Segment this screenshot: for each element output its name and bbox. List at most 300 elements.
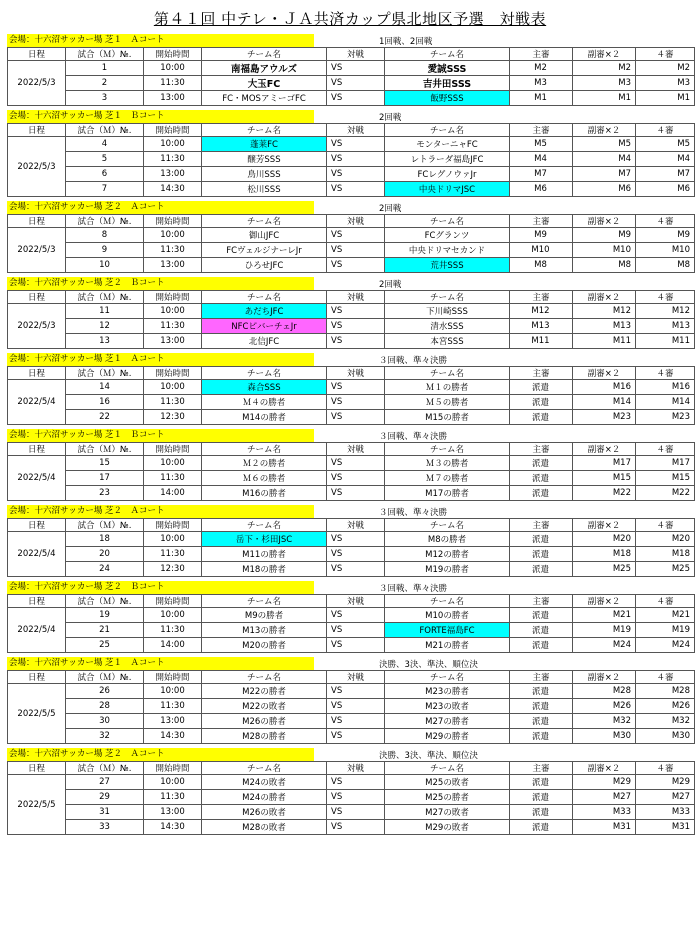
vs-label: VS [327,456,385,471]
match-row [8,228,695,243]
header-ref-main: 主審 [510,48,573,61]
home-team: FC・MOSアミーゴFC [202,91,327,106]
fourth-official: M33 [636,805,695,820]
header-ref-main: 主審 [510,215,573,228]
schedule-sections [7,34,694,839]
main-referee: M2 [510,61,573,76]
main-referee: M7 [510,167,573,182]
header-match-no: 試合（Ｍ）№. [66,443,144,456]
main-referee: 派遣 [510,729,573,744]
vs-label: VS [327,410,385,425]
header-ref-main: 主審 [510,124,573,137]
match-table [7,214,695,273]
vs-label: VS [327,471,385,486]
match-date: 2022/5/4 [8,608,66,653]
header-vs: 対戦 [327,762,385,775]
header-ref-assist: 副審×２ [573,215,636,228]
away-team: 中央ドリマセカンド [385,243,510,258]
fourth-official: M2 [636,61,695,76]
vs-label: VS [327,623,385,638]
header-vs: 対戦 [327,367,385,380]
header-ref-assist: 副審×２ [573,671,636,684]
start-time: 11:30 [144,243,202,258]
section-header [7,581,694,594]
assistant-referees: M6 [573,182,636,197]
main-referee: M8 [510,258,573,273]
header-row [8,519,695,532]
header-ref-assist: 副審×２ [573,519,636,532]
assistant-referees: M18 [573,547,636,562]
match-date: 2022/5/5 [8,684,66,744]
header-match-no: 試合（Ｍ）№. [66,291,144,304]
vs-label: VS [327,334,385,349]
header-match-no: 試合（Ｍ）№. [66,48,144,61]
header-ref-4th: ４審 [636,367,695,380]
match-number: 19 [66,608,144,623]
match-number: 7 [66,182,144,197]
match-row [8,380,695,395]
assistant-referees: M30 [573,729,636,744]
fourth-official: M7 [636,167,695,182]
fourth-official: M1 [636,91,695,106]
main-referee: 派遣 [510,608,573,623]
round-label: ３回戦、準々決勝 [379,583,448,594]
start-time: 10:00 [144,608,202,623]
header-team-home: チーム名 [202,367,327,380]
header-team-away: チーム名 [385,48,510,61]
away-team: M10の勝者 [385,608,510,623]
header-vs: 対戦 [327,595,385,608]
home-team: M22の敗者 [202,699,327,714]
header-ref-4th: ４審 [636,291,695,304]
home-team: Ｍ４の勝者 [202,395,327,410]
main-referee: M9 [510,228,573,243]
start-time: 10:00 [144,456,202,471]
away-team: M23の敗者 [385,699,510,714]
round-label: 2回戦 [379,203,402,214]
match-number: 6 [66,167,144,182]
header-ref-assist: 副審×２ [573,762,636,775]
main-referee: 派遣 [510,562,573,577]
match-number: 10 [66,258,144,273]
match-row [8,729,695,744]
header-ref-assist: 副審×２ [573,124,636,137]
venue-label: 会場：十六沼サッカー場 芝２ Ａコート [7,505,314,518]
match-row [8,562,695,577]
start-time: 11:30 [144,547,202,562]
assistant-referees: M14 [573,395,636,410]
section-header [7,429,694,442]
header-start-time: 開始時間 [144,671,202,684]
schedule-section [7,34,694,106]
header-ref-4th: ４審 [636,762,695,775]
header-ref-4th: ４審 [636,48,695,61]
match-row [8,91,695,106]
assistant-referees: M11 [573,334,636,349]
header-ref-main: 主審 [510,443,573,456]
vs-label: VS [327,380,385,395]
match-row [8,699,695,714]
header-row [8,367,695,380]
match-number: 9 [66,243,144,258]
header-vs: 対戦 [327,519,385,532]
assistant-referees: M5 [573,137,636,152]
match-row [8,805,695,820]
home-team: M13の勝者 [202,623,327,638]
match-row [8,167,695,182]
start-time: 10:00 [144,304,202,319]
venue-label: 会場：十六沼サッカー場 芝２ Ｂコート [7,277,314,290]
header-team-away: チーム名 [385,519,510,532]
main-referee: 派遣 [510,395,573,410]
match-table [7,761,695,835]
start-time: 14:30 [144,182,202,197]
assistant-referees: M12 [573,304,636,319]
header-start-time: 開始時間 [144,762,202,775]
header-row [8,48,695,61]
section-header [7,353,694,366]
match-number: 16 [66,395,144,410]
header-row [8,595,695,608]
fourth-official: M28 [636,684,695,699]
main-referee: 派遣 [510,532,573,547]
vs-label: VS [327,486,385,501]
vs-label: VS [327,820,385,835]
match-row [8,638,695,653]
fourth-official: M6 [636,182,695,197]
assistant-referees: M1 [573,91,636,106]
vs-label: VS [327,532,385,547]
vs-label: VS [327,562,385,577]
match-date: 2022/5/4 [8,456,66,501]
match-number: 32 [66,729,144,744]
header-date: 日程 [8,595,66,608]
match-number: 24 [66,562,144,577]
page-title: 第４１回 中テレ・ＪＡ共済カップ県北地区予選 対戦表 [153,10,547,28]
assistant-referees: M31 [573,820,636,835]
schedule-section [7,110,694,197]
match-date: 2022/5/5 [8,775,66,835]
vs-label: VS [327,304,385,319]
match-number: 14 [66,380,144,395]
away-team: 中央ドリマJSC [385,182,510,197]
assistant-referees: M4 [573,152,636,167]
match-number: 26 [66,684,144,699]
match-row [8,319,695,334]
fourth-official: M9 [636,228,695,243]
main-referee: 派遣 [510,790,573,805]
start-time: 13:00 [144,258,202,273]
fourth-official: M31 [636,820,695,835]
header-start-time: 開始時間 [144,519,202,532]
header-date: 日程 [8,48,66,61]
home-team: 南福島アウルズ [202,61,327,76]
main-referee: 派遣 [510,699,573,714]
match-row [8,61,695,76]
match-number: 1 [66,61,144,76]
home-team: M14の勝者 [202,410,327,425]
match-number: 11 [66,304,144,319]
fourth-official: M4 [636,152,695,167]
match-table [7,670,695,744]
vs-label: VS [327,61,385,76]
main-referee: 派遣 [510,456,573,471]
vs-label: VS [327,76,385,91]
header-start-time: 開始時間 [144,48,202,61]
assistant-referees: M26 [573,699,636,714]
venue-label: 会場：十六沼サッカー場 芝２ Ａコート [7,201,314,214]
match-number: 21 [66,623,144,638]
away-team: M12の勝者 [385,547,510,562]
vs-label: VS [327,805,385,820]
home-team: 蓬莱FC [202,137,327,152]
home-team: 松川SSS [202,182,327,197]
away-team: Ｍ５の勝者 [385,395,510,410]
main-referee: M11 [510,334,573,349]
header-start-time: 開始時間 [144,124,202,137]
header-ref-assist: 副審×２ [573,367,636,380]
header-date: 日程 [8,291,66,304]
header-row [8,443,695,456]
section-header [7,110,694,123]
match-row [8,486,695,501]
header-start-time: 開始時間 [144,215,202,228]
header-ref-4th: ４審 [636,124,695,137]
assistant-referees: M25 [573,562,636,577]
header-date: 日程 [8,519,66,532]
home-team: 岳下・杉田JSC [202,532,327,547]
away-team: 愛誠SSS [385,61,510,76]
away-team: Ｍ１の勝者 [385,380,510,395]
header-match-no: 試合（Ｍ）№. [66,595,144,608]
away-team: Ｍ３の勝者 [385,456,510,471]
start-time: 13:00 [144,167,202,182]
main-referee: M6 [510,182,573,197]
match-number: 20 [66,547,144,562]
match-table [7,123,695,197]
header-ref-assist: 副審×２ [573,48,636,61]
header-match-no: 試合（Ｍ）№. [66,367,144,380]
assistant-referees: M32 [573,714,636,729]
header-ref-main: 主審 [510,595,573,608]
header-ref-assist: 副審×２ [573,595,636,608]
start-time: 10:00 [144,228,202,243]
vs-label: VS [327,258,385,273]
schedule-section [7,353,694,425]
start-time: 10:00 [144,684,202,699]
home-team: 醸芳SSS [202,152,327,167]
header-team-home: チーム名 [202,124,327,137]
header-team-home: チーム名 [202,595,327,608]
header-ref-4th: ４審 [636,595,695,608]
start-time: 13:00 [144,334,202,349]
header-team-home: チーム名 [202,762,327,775]
match-row [8,623,695,638]
home-team: FCヴェルジナーレJr [202,243,327,258]
header-row [8,671,695,684]
start-time: 11:30 [144,319,202,334]
header-team-home: チーム名 [202,215,327,228]
fourth-official: M27 [636,790,695,805]
start-time: 13:00 [144,805,202,820]
main-referee: 派遣 [510,820,573,835]
main-referee: 派遣 [510,380,573,395]
header-match-no: 試合（Ｍ）№. [66,671,144,684]
header-team-away: チーム名 [385,215,510,228]
assistant-referees: M3 [573,76,636,91]
assistant-referees: M24 [573,638,636,653]
header-team-home: チーム名 [202,519,327,532]
assistant-referees: M19 [573,623,636,638]
start-time: 10:00 [144,137,202,152]
match-row [8,456,695,471]
fourth-official: M19 [636,623,695,638]
main-referee: 派遣 [510,714,573,729]
assistant-referees: M17 [573,456,636,471]
main-referee: 派遣 [510,471,573,486]
vs-label: VS [327,608,385,623]
match-number: 29 [66,790,144,805]
away-team: M8の勝者 [385,532,510,547]
away-team: モンターニャFC [385,137,510,152]
round-label: ３回戦、準々決勝 [379,507,448,518]
match-row [8,76,695,91]
start-time: 11:30 [144,471,202,486]
header-match-no: 試合（Ｍ）№. [66,215,144,228]
away-team: FCレグノウァJr [385,167,510,182]
away-team: 荒井SSS [385,258,510,273]
section-header [7,34,694,47]
vs-label: VS [327,729,385,744]
start-time: 14:30 [144,729,202,744]
fourth-official: M12 [636,304,695,319]
fourth-official: M8 [636,258,695,273]
home-team: あだちJFC [202,304,327,319]
fourth-official: M20 [636,532,695,547]
main-referee: M12 [510,304,573,319]
match-number: 25 [66,638,144,653]
schedule-section [7,505,694,577]
round-label: ３回戦、準々決勝 [379,355,448,366]
match-number: 13 [66,334,144,349]
header-team-away: チーム名 [385,291,510,304]
header-start-time: 開始時間 [144,291,202,304]
match-row [8,684,695,699]
header-team-away: チーム名 [385,595,510,608]
assistant-referees: M10 [573,243,636,258]
start-time: 11:30 [144,395,202,410]
vs-label: VS [327,395,385,410]
match-row [8,243,695,258]
start-time: 10:00 [144,61,202,76]
fourth-official: M18 [636,547,695,562]
home-team: ひろせJFC [202,258,327,273]
match-number: 27 [66,775,144,790]
match-row [8,714,695,729]
schedule-section [7,748,694,835]
main-referee: M1 [510,91,573,106]
header-date: 日程 [8,215,66,228]
venue-label: 会場：十六沼サッカー場 芝２ Ａコート [7,748,314,761]
match-table [7,594,695,653]
header-team-home: チーム名 [202,443,327,456]
header-vs: 対戦 [327,671,385,684]
section-header [7,748,694,761]
header-team-home: チーム名 [202,671,327,684]
match-row [8,775,695,790]
main-referee: 派遣 [510,410,573,425]
away-team: M29の勝者 [385,729,510,744]
header-team-away: チーム名 [385,367,510,380]
match-row [8,410,695,425]
vs-label: VS [327,228,385,243]
header-team-away: チーム名 [385,124,510,137]
home-team: 大玉FC [202,76,327,91]
home-team: M28の勝者 [202,729,327,744]
schedule-section [7,429,694,501]
fourth-official: M3 [636,76,695,91]
header-ref-4th: ４審 [636,443,695,456]
venue-label: 会場：十六沼サッカー場 芝１ Ａコート [7,353,314,366]
away-team: 下川崎SSS [385,304,510,319]
home-team: 御山JFC [202,228,327,243]
home-team: M16の勝者 [202,486,327,501]
away-team: M25の敗者 [385,775,510,790]
header-vs: 対戦 [327,443,385,456]
away-team: M17の勝者 [385,486,510,501]
match-table [7,366,695,425]
header-row [8,762,695,775]
main-referee: M13 [510,319,573,334]
header-team-away: チーム名 [385,671,510,684]
assistant-referees: M7 [573,167,636,182]
match-date: 2022/5/3 [8,304,66,349]
vs-label: VS [327,319,385,334]
fourth-official: M25 [636,562,695,577]
match-number: 33 [66,820,144,835]
section-header [7,657,694,670]
header-ref-main: 主審 [510,367,573,380]
match-date: 2022/5/3 [8,228,66,273]
assistant-referees: M15 [573,471,636,486]
fourth-official: M14 [636,395,695,410]
header-vs: 対戦 [327,48,385,61]
home-team: M26の勝者 [202,714,327,729]
fourth-official: M21 [636,608,695,623]
home-team: M22の勝者 [202,684,327,699]
header-ref-main: 主審 [510,291,573,304]
fourth-official: M29 [636,775,695,790]
venue-label: 会場：十六沼サッカー場 芝１ Ａコート [7,34,314,47]
match-row [8,152,695,167]
match-table [7,290,695,349]
assistant-referees: M13 [573,319,636,334]
away-team: M29の敗者 [385,820,510,835]
away-team: 飯野SSS [385,91,510,106]
main-referee: 派遣 [510,623,573,638]
fourth-official: M15 [636,471,695,486]
vs-label: VS [327,182,385,197]
start-time: 14:00 [144,638,202,653]
header-ref-main: 主審 [510,671,573,684]
header-vs: 対戦 [327,124,385,137]
match-number: 15 [66,456,144,471]
assistant-referees: M23 [573,410,636,425]
start-time: 12:30 [144,410,202,425]
fourth-official: M23 [636,410,695,425]
start-time: 10:00 [144,532,202,547]
venue-label: 会場：十六沼サッカー場 芝１ Ｂコート [7,429,314,442]
